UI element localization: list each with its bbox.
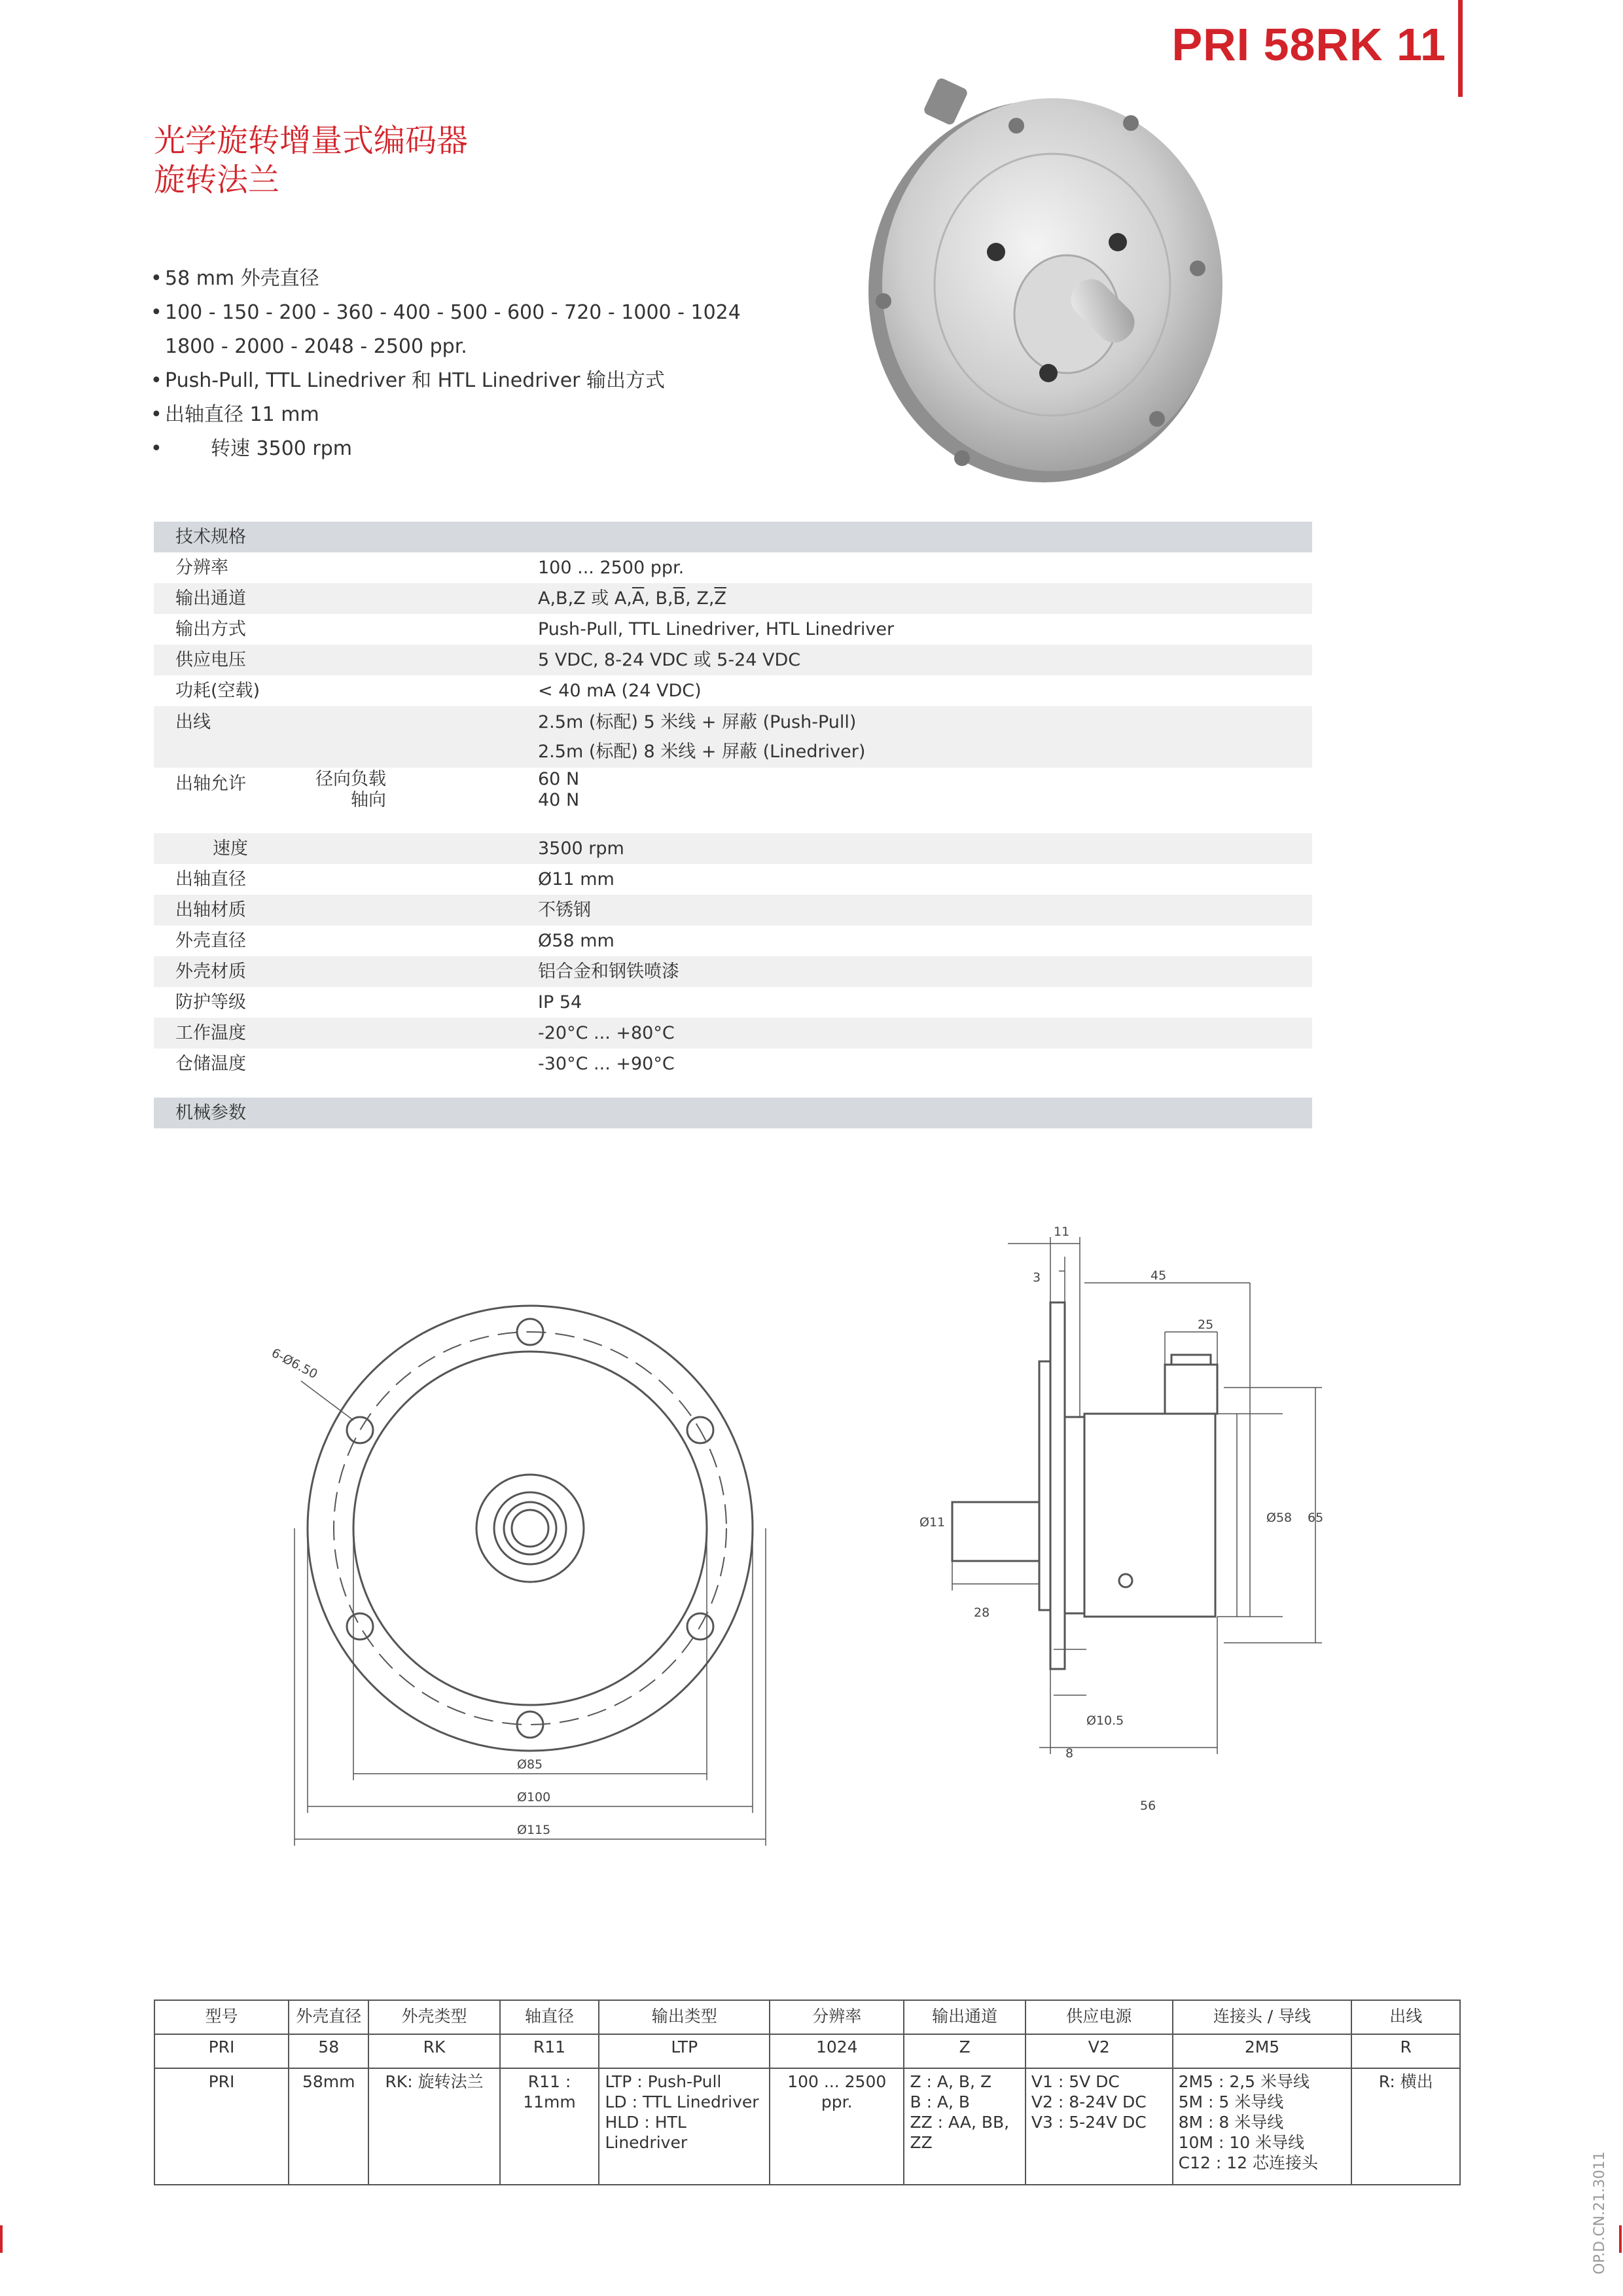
model-title: PRI 58RK 11 <box>1171 19 1446 70</box>
feature-item: • 58 mm 外壳直径 <box>151 267 319 290</box>
holes-label: 6-Ø6.50 <box>269 1345 320 1382</box>
feature-item: • 100 - 150 - 200 - 360 - 400 - 500 - 600 - 720 - 1000 - 1024 <box>151 301 741 324</box>
dim-d115: Ø115 <box>517 1823 551 1837</box>
dim-28: 28 <box>974 1605 990 1620</box>
dim-d100: Ø100 <box>517 1790 551 1804</box>
side-view-drawing <box>890 1224 1348 1826</box>
spec-row: 防护等级 IP 54 <box>175 992 582 1013</box>
ordering-code-table <box>154 2000 1461 2185</box>
spec-row: 外壳直径 Ø58 mm <box>175 931 615 951</box>
feature-item: 1800 - 2000 - 2048 - 2500 ppr. <box>165 335 467 358</box>
feature-item: • 转速 3500 rpm <box>151 437 353 460</box>
spec-row: 仓储温度 -30°C ... +90°C <box>175 1054 675 1074</box>
dim-25: 25 <box>1198 1318 1214 1332</box>
dim-d10-5: Ø10.5 <box>1086 1713 1124 1728</box>
spec-row: 出轴材质 不锈钢 <box>154 895 1312 925</box>
dim-45: 45 <box>1150 1268 1167 1283</box>
feature-item: • Push-Pull, TTL Linedriver 和 HTL Linedriver 输出方式 <box>151 369 666 392</box>
spec-row: 输出通道 A,B,Z 或 $A,\overline{A}$, $B,\overline{B}$, $Z,\overline{Z}$ <box>154 583 1312 614</box>
dim-d85: Ø85 <box>517 1757 543 1772</box>
spec-table <box>154 522 1312 1128</box>
subtitle-flange-type: 旋转法兰 <box>154 162 280 198</box>
spec-row: 输出方式 Push-Pull, TTL Linedriver, HTL Linedriver <box>175 619 895 639</box>
product-photo <box>844 65 1224 491</box>
dim-8: 8 <box>1065 1746 1074 1761</box>
title-accent-bar <box>1458 0 1463 97</box>
order-example-row: PRI 58 RK R11 LTP 1024 Z V2 2M5 R <box>154 2034 1460 2068</box>
spec-row: 出线 2.5m (标配) 5 米线 + 屏蔽 (Push-Pull) 2.5m (标配) 8 米线 + 屏蔽 (Linedriver) <box>154 706 1312 768</box>
spec-row: 外壳材质 铝合金和钢铁喷漆 <box>154 956 1312 987</box>
subtitle-product-type: 光学旋转增量式编码器 <box>154 122 469 159</box>
spec-row: 供应电压 5 VDC, 8-24 VDC 或 5-24 VDC <box>154 645 1312 675</box>
spec-row: 功耗(空载) < 40 mA (24 VDC) <box>175 681 702 701</box>
doc-number-container <box>1592 2026 1611 2274</box>
spec-section-header: 技术规格 <box>154 522 1312 552</box>
doc-number: OP.D.CN.21.3011 <box>1592 2151 1608 2274</box>
front-view-drawing <box>269 1283 772 1859</box>
feature-item: • 出轴直径 11 mm <box>151 403 319 426</box>
dim-3: 3 <box>1033 1270 1041 1285</box>
spec-row: 工作温度 -20°C ... +80°C <box>154 1018 1312 1049</box>
dim-d58: Ø58 <box>1266 1511 1293 1525</box>
spec-row: 出轴允许 径向负载 轴向 60 N 40 N <box>175 769 580 810</box>
dim-11: 11 <box>1054 1225 1070 1239</box>
edge-mark-right <box>1619 2225 1622 2253</box>
order-header-row: 型号 外壳直径 外壳类型 轴直径 输出类型 分辨率 输出通道 供应电源 连接头 / 导线 出线 <box>154 2000 1460 2034</box>
mech-section-header: 机械参数 <box>154 1098 1312 1128</box>
dim-shaft-d11: Ø11 <box>919 1515 946 1530</box>
order-options-row: PRI 58mm RK: 旋转法兰 R11 : 11mm LTP : Push-Pull LD : TTL Linedriver HLD : HTL Linedriver 100 ... 2500 ppr. Z : A, B, Z B : A, B ZZ : AA, BB, ZZ V1 : 5V DC V2 : 8-24V DC V3 : 5-24V DC 2M5 : 2,5 米导线 5M : 5 米导线 8M : 8 米导线 10M : 10 米导线 C12 : 12 芯连接头 R: 横出 <box>154 2068 1460 2185</box>
edge-mark-left <box>0 2225 3 2253</box>
dim-56: 56 <box>1140 1799 1156 1813</box>
dim-65: 65 <box>1308 1511 1324 1525</box>
spec-row: 出轴直径 Ø11 mm <box>175 869 615 889</box>
spec-row: 分辨率 100 ... 2500 ppr. <box>175 558 685 578</box>
spec-row: 速度 3500 rpm <box>154 833 1312 864</box>
